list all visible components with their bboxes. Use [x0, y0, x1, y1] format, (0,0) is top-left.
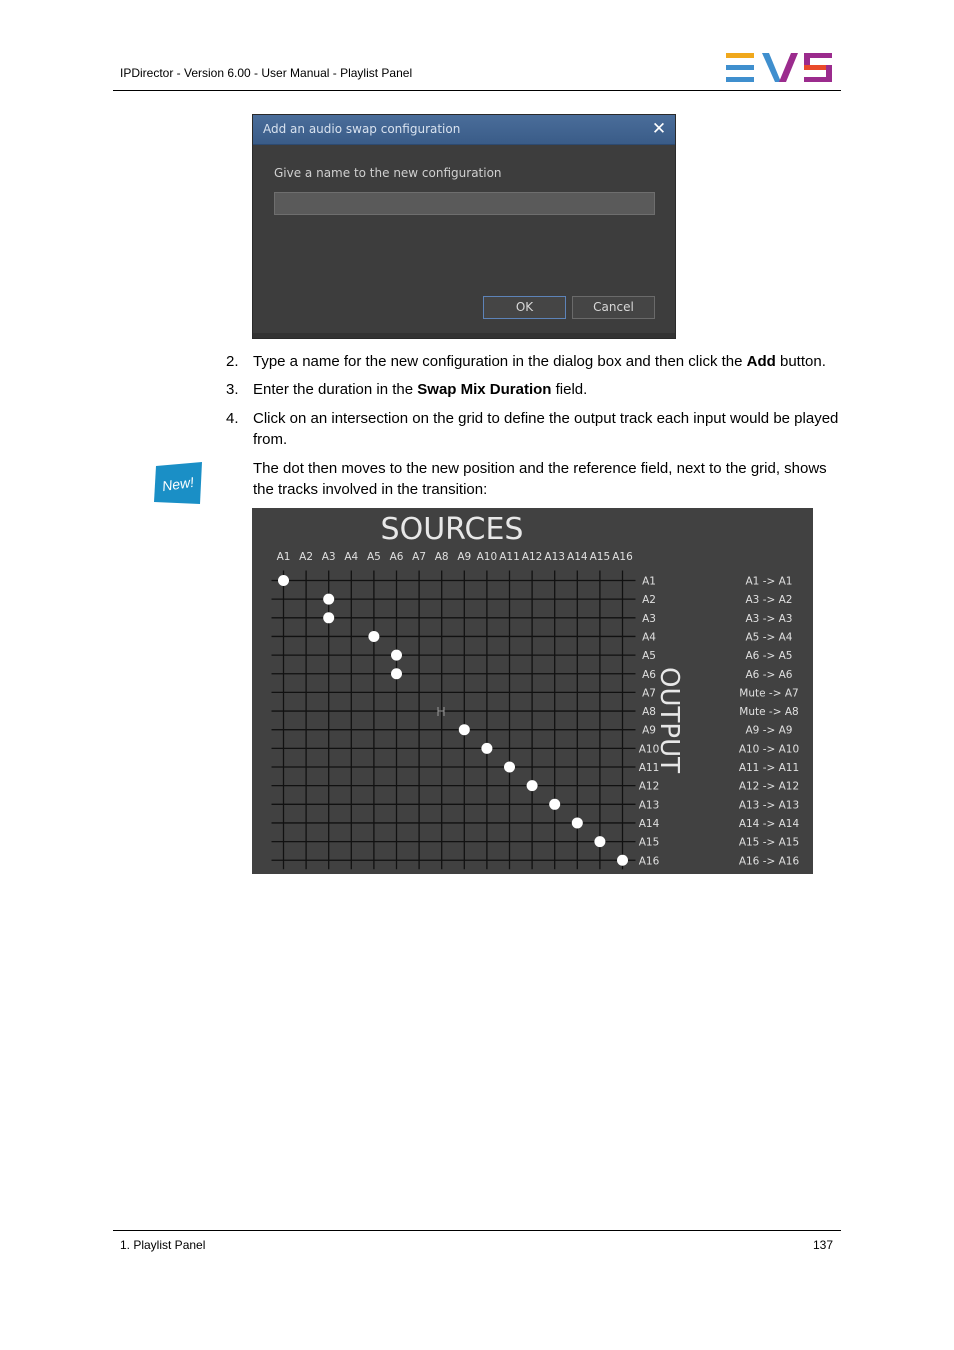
dialog-titlebar [253, 115, 675, 145]
footer-section: 1. Playlist Panel [120, 1238, 206, 1252]
audio-swap-dialog [252, 114, 676, 339]
mapping-dot[interactable] [527, 780, 538, 791]
output-label: A14 [638, 817, 660, 830]
logo-v-right [779, 53, 798, 82]
close-icon[interactable]: ✕ [651, 119, 667, 139]
source-label: A7 [412, 551, 427, 563]
new-badge-label: New! [161, 473, 195, 495]
source-label: A8 [434, 551, 449, 563]
mapping-dot[interactable] [368, 631, 379, 642]
output-label: A11 [638, 762, 660, 774]
output-label: A1 [642, 575, 656, 588]
reference-label: A3 -> A3 [745, 612, 793, 625]
cursor-icon [438, 707, 444, 716]
configuration-name-input[interactable] [274, 192, 655, 215]
reference-label: Mute -> A8 [739, 706, 799, 719]
output-label: A2 [642, 594, 656, 607]
source-label: A6 [389, 551, 404, 563]
reference-label: A10 -> A10 [738, 743, 800, 756]
mapping-dot[interactable] [278, 575, 289, 586]
source-label: A12 [521, 551, 543, 563]
source-label: A3 [321, 551, 336, 563]
reference-label: A5 -> A4 [745, 631, 793, 644]
header-rule [113, 90, 841, 91]
reference-label: A15 -> A15 [738, 836, 800, 849]
logo-bar-3 [726, 77, 754, 82]
step-text: Click on an intersection on the grid to define the output track each input would be played from. [253, 410, 839, 448]
mapping-dot[interactable] [323, 612, 334, 623]
source-label: A14 [567, 551, 588, 563]
reference-label: A14 -> A14 [738, 817, 800, 830]
source-label: A1 [276, 551, 291, 563]
reference-label: A12 -> A12 [738, 780, 800, 793]
mapping-dot[interactable] [481, 743, 492, 754]
reference-label: A13 -> A13 [738, 799, 800, 812]
cancel-button[interactable]: Cancel [572, 296, 655, 319]
step-text: Enter the duration in the Swap Mix Duration field. [253, 381, 588, 398]
mapping-dot[interactable] [617, 855, 628, 866]
output-label: A9 [642, 724, 656, 737]
source-label: A10 [476, 551, 498, 563]
audio-swap-grid [252, 508, 813, 874]
source-label: A15 [589, 551, 611, 563]
mapping-dot[interactable] [594, 836, 605, 847]
output-label: A3 [642, 612, 656, 625]
reference-label: A6 -> A6 [745, 668, 793, 681]
output-label: A16 [638, 855, 660, 868]
mapping-dot[interactable] [391, 668, 402, 679]
output-label: A12 [638, 780, 660, 793]
logo-bar-2 [726, 65, 754, 70]
sources-title: SOURCES [380, 512, 524, 547]
source-label: A5 [366, 551, 381, 563]
dialog-bottom-edge [253, 333, 675, 338]
reference-label: A11 -> A11 [738, 762, 800, 774]
reference-label: Mute -> A7 [739, 687, 799, 700]
running-header: IPDirector - Version 6.00 - User Manual - Playlist Panel [120, 66, 413, 80]
source-label: A2 [299, 551, 314, 563]
logo-s-5 [804, 77, 832, 82]
mapping-dot[interactable] [323, 594, 334, 605]
step-number: 3. [226, 381, 239, 398]
reference-label: A16 -> A16 [738, 855, 800, 868]
mapping-dot[interactable] [459, 724, 470, 735]
step-text: Type a name for the new configuration in the dialog box and then click the Add button. [253, 353, 826, 370]
mapping-dot[interactable] [572, 817, 583, 828]
footer-rule [113, 1230, 841, 1231]
output-label: A5 [642, 650, 656, 663]
reference-label: A9 -> A9 [745, 724, 793, 737]
source-label: A11 [499, 551, 520, 563]
reference-label: A3 -> A2 [745, 594, 793, 607]
source-label: A13 [544, 551, 565, 563]
dialog-title: Add an audio swap configuration [263, 122, 461, 136]
output-label: A7 [642, 687, 656, 700]
new-badge [154, 462, 204, 504]
output-label: A13 [638, 799, 660, 812]
page-number: 137 [813, 1238, 834, 1252]
note-text: The dot then moves to the new position and the reference field, next to the grid, shows the tracks involved in the transition: [253, 460, 827, 498]
logo-v-left [762, 53, 781, 82]
output-label: A6 [642, 668, 656, 681]
output-label: A8 [642, 706, 656, 719]
reference-label: A6 -> A5 [745, 650, 793, 663]
output-label: A4 [642, 631, 656, 644]
source-label: A9 [457, 551, 472, 563]
step-number: 2. [226, 353, 239, 370]
output-label: A15 [638, 836, 660, 849]
reference-label: A1 -> A1 [745, 575, 793, 588]
mapping-dot[interactable] [504, 762, 515, 773]
source-label: A4 [344, 551, 359, 563]
logo-bar-1 [726, 53, 754, 58]
source-label: A16 [612, 551, 633, 563]
dialog-prompt: Give a name to the new configuration [274, 166, 502, 180]
output-label: A10 [638, 743, 660, 756]
mapping-dot[interactable] [549, 799, 560, 810]
mapping-dot[interactable] [391, 650, 402, 661]
ok-button[interactable]: OK [483, 296, 566, 319]
evs-logo [726, 53, 834, 83]
step-number: 4. [226, 410, 239, 427]
output-title: OUTPUT [654, 667, 684, 773]
